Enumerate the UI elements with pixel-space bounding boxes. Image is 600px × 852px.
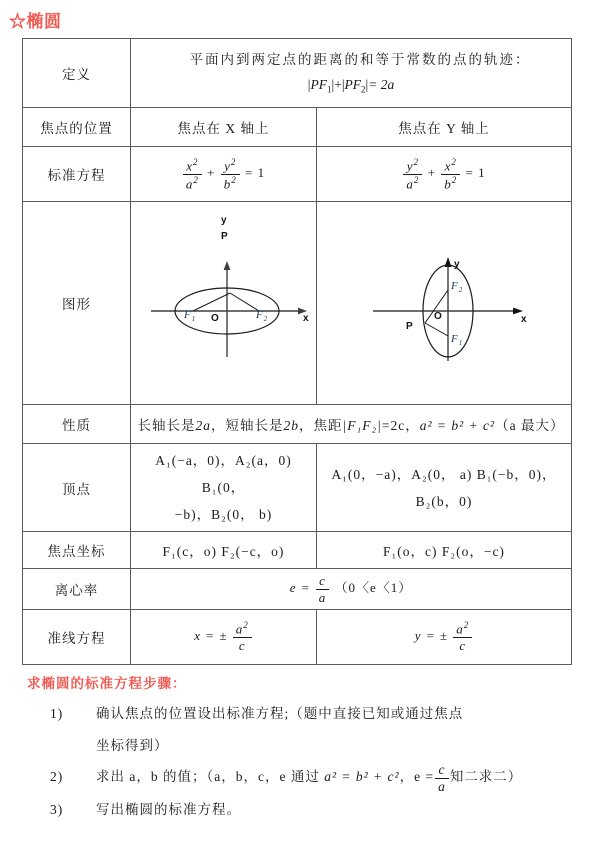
point-label-p: P xyxy=(406,321,414,332)
table-row-eccentricity xyxy=(23,569,572,610)
origin-label: O xyxy=(434,311,443,322)
step-number: 3) xyxy=(50,802,64,818)
row-label-definition: 定义 xyxy=(23,39,131,108)
vertices-y-line2: B₂(b，0) xyxy=(415,493,473,509)
step-1-continuation: 坐标得到） xyxy=(96,737,169,753)
table-row-standard-equation xyxy=(23,147,572,202)
focus-label-f2: $F_2$ xyxy=(256,309,269,323)
definition-content xyxy=(131,39,572,108)
steps-heading: 求椭圆的标准方程步骤： xyxy=(27,676,187,691)
row-label-figure: 图形 xyxy=(23,202,131,405)
step-item-1 xyxy=(50,698,582,730)
figure-cell-x-axis xyxy=(131,202,317,405)
directrix-x: x = ± $\frac{a^2}{c}$ xyxy=(131,610,317,665)
diagram-label-p: P xyxy=(221,231,229,242)
table-row-focus-coords xyxy=(23,532,572,569)
step-text: 求出 a，b 的值；（a，b，c，e 通过 a² = b² + c²，e = $\frac{c}{a}$ 知二求二） xyxy=(96,761,523,794)
standard-equation-x: $\frac{x^2}{a^2}$ + $\frac{y^2}{b^2}$ = 1 xyxy=(131,147,317,202)
ray-p-f1 xyxy=(425,323,448,336)
focus-label-f2: $F_2$ xyxy=(451,280,464,294)
focus-position-y: 焦点在 Y 轴上 xyxy=(317,108,572,147)
row-label-eccentricity: 离心率 xyxy=(23,569,131,610)
table-row-vertices xyxy=(23,444,572,532)
step-text: 确认焦点的位置设出标准方程;（题中直接已知或通过焦点 xyxy=(96,706,464,721)
ellipse-diagram-vertical xyxy=(321,205,576,401)
step-number: 2) xyxy=(50,769,64,785)
page-title: ☆椭圆 xyxy=(9,12,62,31)
diagram-label-x: x xyxy=(521,314,528,325)
table-row-figure xyxy=(23,202,572,405)
step-text: 写出椭圆的标准方程。 xyxy=(96,802,241,818)
vertices-y-line1: A₁(0，−a)，A₂(0， a) B₁(−b，0)， xyxy=(331,466,557,482)
focus-coords-y: F₁(o，c) F₂(o，−c) xyxy=(317,532,572,569)
origin-label: O xyxy=(211,313,220,324)
figure-cell-y-axis xyxy=(317,202,572,405)
row-label-focus-position: 焦点的位置 xyxy=(23,108,131,147)
vertices-x-line1: A₁(−a，0)，A₂(a，0) B₁(0， xyxy=(155,453,292,495)
row-label-properties: 性质 xyxy=(23,405,131,444)
vertices-x-axis xyxy=(131,444,317,532)
step-number: 1) xyxy=(50,706,64,721)
definition-line1: 平面内到两定点的距离的和等于常数的点的轨迹： xyxy=(189,51,531,67)
definition-formula: $|PF_1|+|PF_2|= 2a$ xyxy=(307,77,395,96)
focus-label-f1: $F_1$ xyxy=(451,333,464,347)
vertices-x-line2: −b)，B₂(0， b) xyxy=(174,507,273,522)
diagram-label-y: y xyxy=(454,259,461,270)
focus-label-f1: $F_1$ xyxy=(184,309,197,323)
focus-position-x: 焦点在 X 轴上 xyxy=(131,108,317,147)
table-row-directrix xyxy=(23,610,572,665)
ray-p-f2 xyxy=(230,293,259,311)
row-label-standard-equation: 标准方程 xyxy=(23,147,131,202)
ellipse-summary-table xyxy=(22,38,572,665)
y-axis-arrow xyxy=(224,261,231,270)
diagram-label-x: x xyxy=(303,313,310,324)
table-row-definition xyxy=(23,39,572,108)
row-label-vertices: 顶点 xyxy=(23,444,131,532)
row-label-focus-coords: 焦点坐标 xyxy=(23,532,131,569)
ellipse-diagram-horizontal xyxy=(135,205,321,401)
directrix-y: y = ± $\frac{a^2}{c}$ xyxy=(317,610,572,665)
focus-coords-x: F₁(c，o) F₂(−c，o) xyxy=(131,532,317,569)
properties-content: 长轴长是2a，短轴长是2b，焦距|F₁F₂|=2c，a² = b² + c²（a 最大） xyxy=(131,405,572,444)
eccentricity-content: e = $\frac{c}{a}$ （0〈e〈1） xyxy=(131,569,572,610)
step-item-2 xyxy=(50,761,582,794)
step-item-3 xyxy=(50,794,582,826)
row-label-directrix: 准线方程 xyxy=(23,610,131,665)
table-row-properties xyxy=(23,405,572,444)
table-row-focus-position xyxy=(23,108,572,147)
steps-section xyxy=(22,672,582,826)
vertices-y-axis xyxy=(317,444,572,532)
standard-equation-y: $\frac{y^2}{a^2}$ + $\frac{x^2}{b^2}$ = 1 xyxy=(317,147,572,202)
diagram-label-y-top: y xyxy=(221,215,228,226)
ray-f1-p xyxy=(193,293,230,311)
